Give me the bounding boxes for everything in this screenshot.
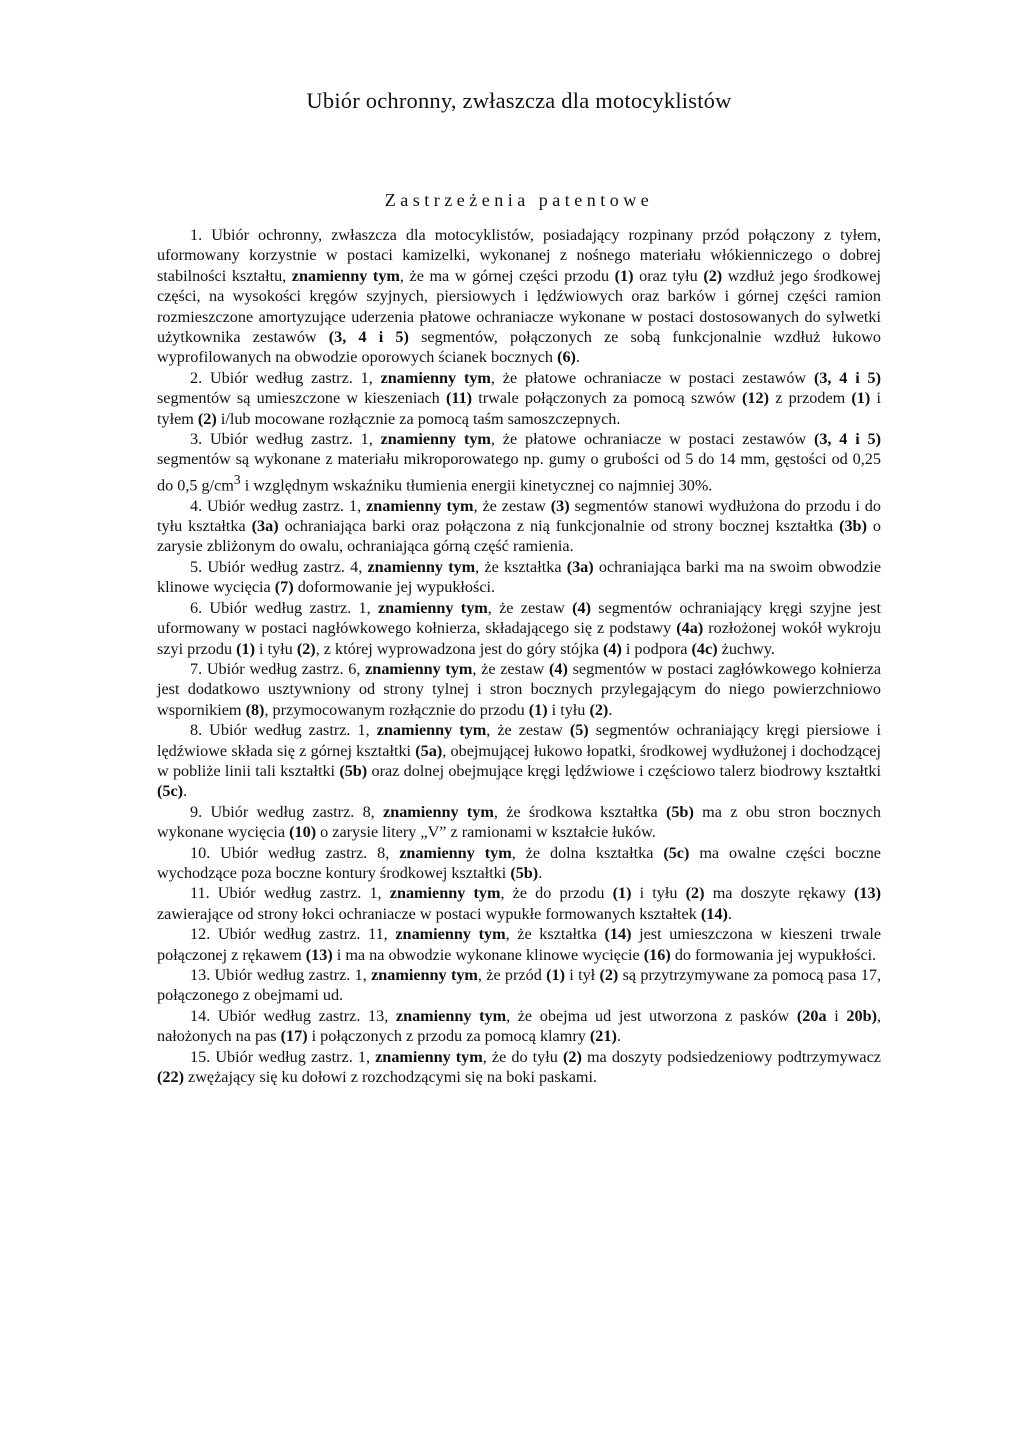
claim-text: o zarysie litery „V” z ramionami w kształcie łuków.: [316, 823, 656, 842]
claim-text: , nałożonych na pas: [157, 1006, 882, 1046]
claim-text: rozłożonej wokół wykroju szyi przodu: [157, 619, 881, 658]
claim-text: , że kształtka: [475, 557, 567, 576]
claim-bold-text: znamienny tym: [395, 1006, 507, 1025]
claim-bold-text: (13): [854, 884, 881, 903]
claim-paragraph: [157, 225, 881, 368]
claim-text: ma doszyty podsiedzeniowy podtrzymywacz: [581, 1047, 881, 1066]
claim-bold-text: (1): [614, 266, 634, 285]
claim-bold-text: (12): [742, 389, 770, 408]
claim-bold-text: (3, 4 i 5): [813, 430, 882, 449]
claim-bold-text: znamienny tym: [366, 496, 474, 515]
claim-text: .: [538, 863, 543, 882]
claim-text: .: [575, 348, 580, 367]
claim-superscript: 3: [233, 471, 241, 487]
claim-text: 10. Ubiór według zastrz. 8,: [190, 843, 400, 862]
claim-bold-text: (4): [602, 639, 622, 658]
claim-paragraph: [157, 1006, 881, 1047]
claim-bold-text: znamienny tym: [365, 659, 473, 678]
claim-bold-text: (17): [280, 1027, 308, 1046]
claim-paragraph: [157, 965, 881, 1006]
claim-text: 8. Ubiór według zastrz. 1,: [190, 721, 377, 740]
claim-bold-text: (1): [612, 884, 632, 903]
claim-text: , że przód: [477, 966, 547, 985]
claim-bold-text: (2): [685, 884, 705, 903]
claim-bold-text: (5b): [665, 802, 694, 821]
claim-text: żuchwy.: [717, 639, 775, 658]
claim-text: , że zestaw: [486, 721, 570, 740]
claim-bold-text: (21): [589, 1027, 617, 1046]
claim-bold-text: (2): [599, 966, 619, 985]
claim-text: segmentów stanowi wydłużona do przodu i do tyłu kształtka: [157, 496, 881, 536]
claim-text: i połączonych z przodu za pomocą klamry: [307, 1027, 590, 1046]
claim-bold-text: (3): [550, 496, 570, 515]
claim-bold-text: znamienny tym: [380, 430, 491, 449]
claim-text: i względnym wskaźniku tłumienia energii kinetycznej co najmniej 30%.: [240, 476, 713, 495]
claims-list: [157, 225, 881, 1087]
claim-text: , że zestaw: [487, 598, 573, 617]
claim-bold-text: (20a: [796, 1006, 827, 1025]
claim-text: .: [608, 700, 613, 719]
claim-bold-text: (4a): [676, 619, 704, 638]
claim-bold-text: (22): [157, 1068, 184, 1087]
claim-text: i: [826, 1006, 847, 1025]
claim-text: segmentów są umieszczone w kieszeniach: [157, 389, 446, 408]
claim-bold-text: znamienny tym: [377, 598, 488, 617]
claim-text: oraz tyłu: [633, 266, 704, 285]
claim-bold-text: (14): [700, 904, 728, 923]
claim-bold-text: (5): [569, 721, 589, 740]
claim-text: z przodem: [769, 389, 852, 408]
claim-paragraph: [157, 429, 881, 496]
claim-text: zwężający się ku dołowi z rozchodzącymi się na boki paskami.: [183, 1068, 598, 1087]
claim-text: segmentów ochraniający kręgi piersiowe i lędźwiowe składa się z górnej kształtki: [157, 721, 881, 760]
claim-text: segmentów, połączonych ze sobą funkcjonalnie wzdłuż łukowo wyprofilowanych na obwodzie oporowych ścianek bocznych: [157, 328, 881, 367]
claim-text: i tyłu: [631, 884, 686, 903]
claim-text: są przytrzymywane za pomocą pasa 17, połączonego z obejmami ud.: [157, 966, 881, 1005]
claim-text: .: [727, 904, 732, 923]
claim-text: , że płatowe ochraniacze w postaci zestawów: [490, 368, 814, 387]
claim-bold-text: (4): [549, 659, 568, 678]
claim-bold-text: (1): [236, 639, 255, 658]
claim-text: oraz dolnej obejmujące kręgi lędźwiowe i częściowo talerz biodrowy kształtki: [367, 761, 881, 780]
claim-paragraph: [157, 598, 881, 659]
claim-bold-text: (16): [643, 945, 671, 964]
claim-text: , przymocowanym rozłącznie do przodu: [264, 700, 529, 719]
claim-text: , że zestaw: [473, 496, 551, 515]
claim-text: , że zestaw: [472, 659, 550, 678]
claim-text: i ma na obwodzie wykonane klinowe wycięcie: [332, 945, 644, 964]
claim-text: , że obejma ud jest utworzona z pasków: [506, 1006, 797, 1025]
claim-bold-text: (5b): [510, 863, 539, 882]
claim-text: .: [183, 782, 188, 801]
claim-text: do formowania jej wypukłości.: [670, 945, 877, 964]
claim-text: , że płatowe ochraniacze w postaci zestawów: [490, 430, 814, 449]
claim-bold-text: znamienny tym: [367, 557, 476, 576]
claim-text: segmentów ochraniający kręgi szyjne jest uformowany w postaci nagłówkowego kołnierza, składającego się z podstawy: [157, 598, 881, 638]
claim-bold-text: znamienny tym: [371, 966, 478, 985]
claim-text: , że dolna kształtka: [511, 843, 664, 862]
claim-text: ma doszyte rękawy: [704, 884, 855, 903]
claim-paragraph: [157, 924, 881, 965]
claim-text: , że ma w górnej części przodu: [399, 266, 615, 285]
claim-bold-text: (13): [305, 945, 333, 964]
claim-paragraph: [157, 368, 881, 429]
claim-text: i tyłem: [157, 389, 881, 428]
claim-bold-text: (2): [589, 700, 609, 719]
claim-bold-text: (2): [197, 409, 217, 428]
claim-bold-text: (10): [289, 823, 317, 842]
claim-bold-text: (5c): [157, 782, 184, 801]
claim-text: i/lub mocowane rozłącznie za pomocą taśm samoszczepnych.: [216, 409, 621, 428]
claim-text: , że do tyłu: [482, 1047, 563, 1066]
claim-text: ma z obu stron bocznych wykonane wycięcia: [157, 802, 882, 842]
claim-bold-text: (8): [245, 700, 265, 719]
claim-text: i tył: [564, 966, 600, 985]
claim-bold-text: (3a): [566, 557, 594, 576]
claim-text: ochraniająca barki oraz połączona z nią funkcjonalnie od strony bocznej kształtka: [278, 517, 840, 536]
claim-text: 13. Ubiór według zastrz. 1,: [190, 966, 372, 985]
claim-bold-text: (1): [546, 966, 565, 985]
claim-bold-text: (2): [703, 266, 723, 285]
claim-text: i podpora: [621, 639, 692, 658]
claim-bold-text: znamienny tym: [376, 721, 487, 740]
claim-bold-text: (2): [562, 1047, 582, 1066]
claim-text: 5. Ubiór według zastrz. 4,: [190, 557, 368, 576]
claim-bold-text: (3, 4 i 5): [813, 368, 882, 387]
claim-text: ma owalne części boczne wychodzące poza boczne kontury środkowej kształtki: [157, 843, 881, 882]
claim-text: 1. Ubiór ochronny, zwłaszcza dla motocyklistów, posiadający rozpinany przód połączony z tyłem, uformowany korzystnie w postaci kamizelki, wykonanej z nośnego materiału włókienniczego o dobrej stabilności kształtu,: [157, 226, 881, 285]
claim-text: segmentów w postaci zagłówkowego kołnierza jest dodatkowo usztywniony od strony tylnej i stron bocznych przylegającym do niego powierzchniowo wspornikiem: [157, 659, 881, 719]
claim-paragraph: [157, 659, 881, 720]
claim-bold-text: znamienny tym: [383, 802, 494, 821]
claim-paragraph: [157, 496, 881, 557]
claim-text: 14. Ubiór według zastrz. 13,: [190, 1006, 396, 1025]
claim-text: 11. Ubiór według zastrz. 1,: [190, 884, 390, 903]
claim-text: 15. Ubiór według zastrz. 1,: [190, 1047, 376, 1066]
claim-bold-text: znamienny tym: [380, 368, 491, 387]
claim-text: , obejmującej łukowo łopatki, środkowej wydłużonej i dochodzącej w pobliże linii tali kształtki: [157, 741, 881, 780]
document-page: [157, 88, 881, 1087]
claim-bold-text: znamienny tym: [395, 925, 506, 944]
claim-text: 9. Ubiór według zastrz. 8,: [190, 802, 384, 821]
claim-bold-text: (2): [296, 639, 316, 658]
claim-bold-text: znamienny tym: [389, 884, 501, 903]
claim-text: ochraniająca barki ma na swoim obwodzie klinowe wycięcia: [157, 557, 882, 597]
claim-bold-text: znamienny tym: [399, 843, 512, 862]
claim-bold-text: znamienny tym: [291, 266, 400, 285]
claim-text: segmentów są wykonane z materiału mikroporowatego np. gumy o grubości od 5 do 14 mm, gęstości od 0,25 do 0,5 g/cm: [157, 450, 881, 495]
claim-bold-text: 20b): [846, 1006, 877, 1025]
claim-bold-text: (3a): [251, 517, 279, 536]
claim-bold-text: (14): [604, 925, 632, 944]
claim-bold-text: (6): [557, 348, 576, 367]
claim-text: 7. Ubiór według zastrz. 6,: [190, 659, 366, 678]
claim-paragraph: [157, 720, 881, 802]
claim-text: doformowanie jej wypukłości.: [293, 578, 496, 597]
claim-bold-text: (3b): [839, 517, 867, 536]
claim-text: , że kształtka: [505, 925, 605, 944]
claim-text: 4. Ubiór według zastrz. 1,: [190, 496, 367, 515]
claim-text: , że środkowa kształtka: [493, 802, 666, 821]
claim-text: o zarysie zbliżonym do owalu, ochraniająca górną część ramienia.: [157, 517, 882, 556]
claim-bold-text: (4): [572, 598, 591, 617]
claim-text: i tyłu: [255, 639, 297, 658]
claim-text: jest umieszczona w kieszeni trwale połączonej z rękawem: [157, 925, 882, 964]
claim-text: .: [616, 1027, 621, 1046]
claim-bold-text: znamienny tym: [375, 1047, 483, 1066]
claim-bold-text: (4c): [691, 639, 718, 658]
section-heading: Zastrzeżenia patentowe: [384, 190, 654, 210]
claim-paragraph: [157, 843, 881, 884]
claim-text: zawierające od strony łokci ochraniacze w postaci wypukłe formowanych kształtek: [157, 904, 701, 923]
claim-text: 2. Ubiór według zastrz. 1,: [190, 368, 381, 387]
claim-paragraph: [157, 557, 881, 598]
claim-bold-text: (7): [274, 578, 294, 597]
claim-bold-text: (1): [528, 700, 548, 719]
claim-bold-text: (3, 4 i 5): [328, 328, 409, 347]
claim-text: 3. Ubiór według zastrz. 1,: [190, 430, 381, 449]
claim-paragraph: [157, 802, 881, 843]
claim-text: , z której wyprowadzona jest do góry stójka: [315, 639, 603, 658]
claim-text: wzdłuż jego środkowej części, na wysokości kręgów szyjnych, piersiowych i lędźwiowych oraz barków i górnej części ramion rozmieszczone amortyzujące uderzenia płatowe ochraniacze wykonane w postaci dostosowanych do sylwetki użytkownika zestawów: [157, 266, 881, 347]
claim-text: trwale połączonych za pomocą szwów: [472, 389, 743, 408]
claim-bold-text: (5b): [339, 761, 368, 780]
document-title: Ubiór ochronny, zwłaszcza dla motocyklistów: [306, 88, 732, 113]
claim-paragraph: [157, 1047, 881, 1088]
claim-text: 12. Ubiór według zastrz. 11,: [190, 925, 396, 944]
claim-text: i tyłu: [547, 700, 590, 719]
claim-bold-text: (5a): [415, 741, 443, 760]
claim-paragraph: [157, 883, 881, 924]
claim-bold-text: (5c): [663, 843, 690, 862]
claim-text: , że do przodu: [500, 884, 613, 903]
claim-bold-text: (11): [445, 389, 473, 408]
claim-bold-text: (1): [851, 389, 871, 408]
claim-text: 6. Ubiór według zastrz. 1,: [190, 598, 378, 617]
